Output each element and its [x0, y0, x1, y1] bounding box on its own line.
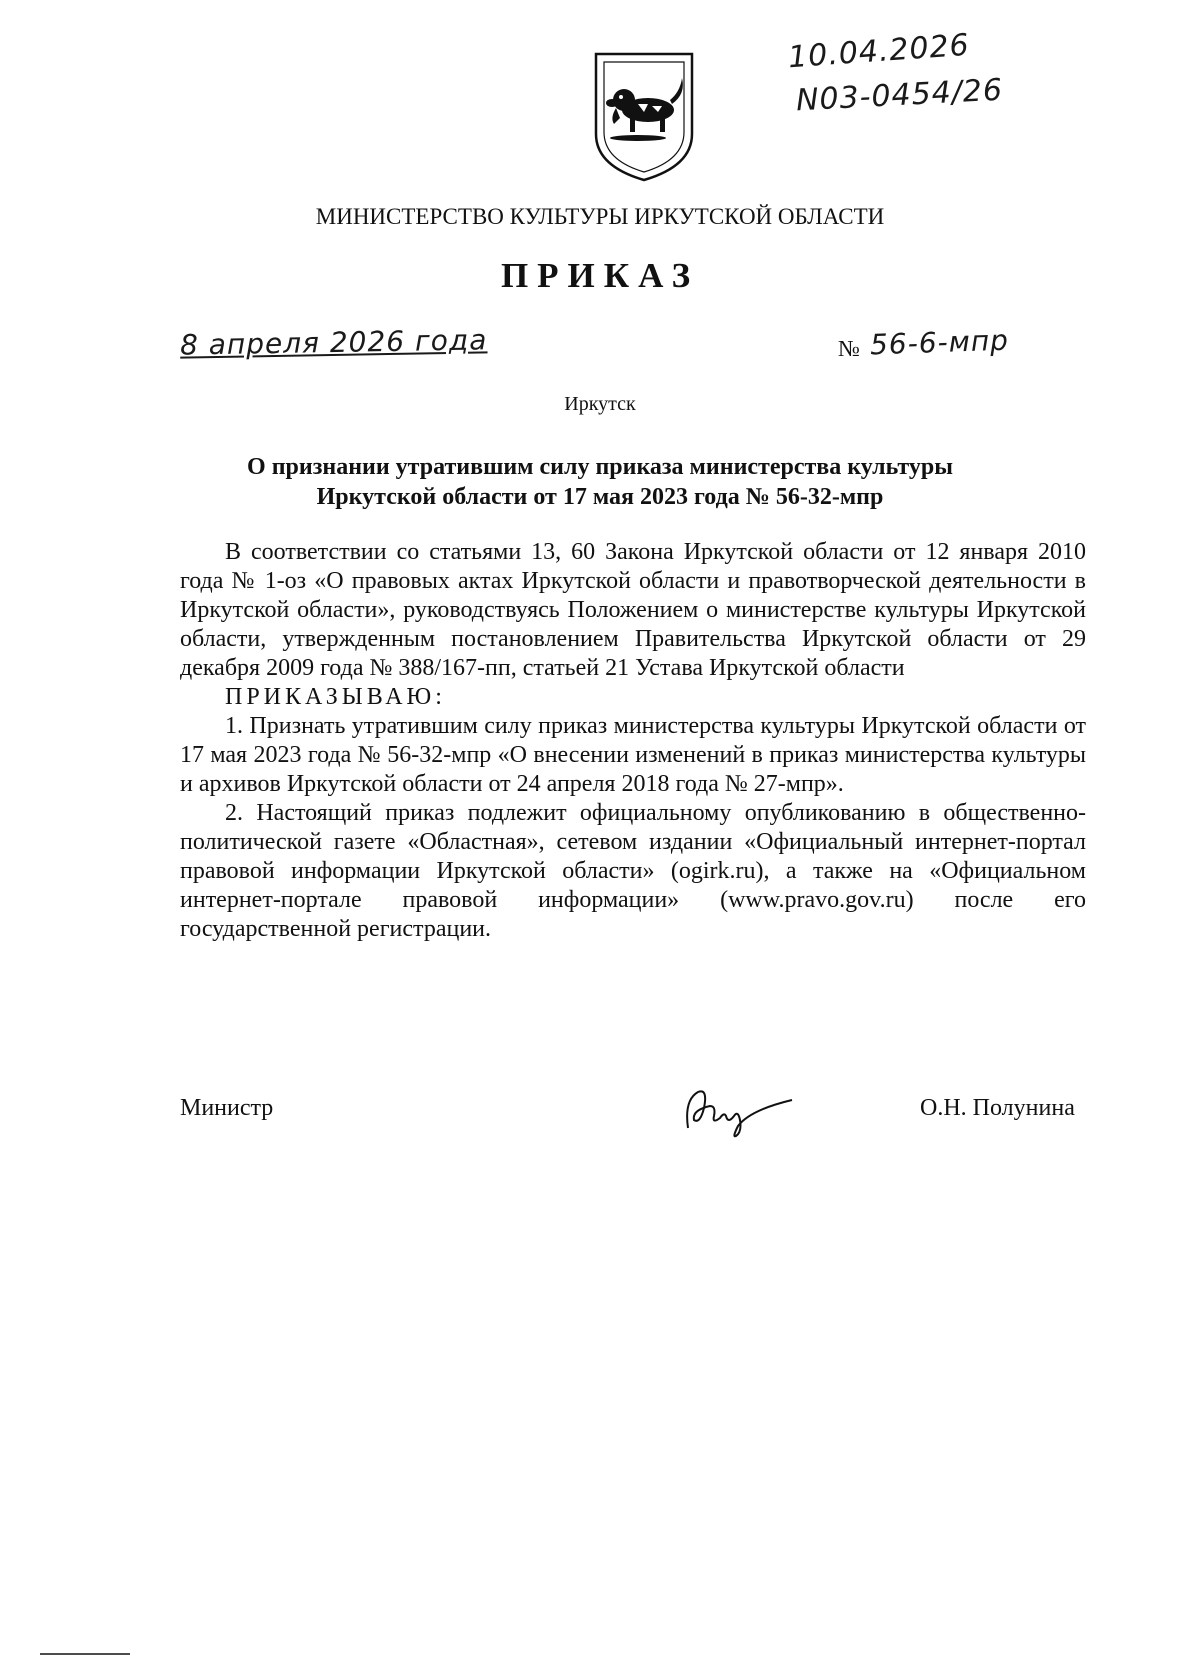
- ministry-name: МИНИСТЕРСТВО КУЛЬТУРЫ ИРКУТСКОЙ ОБЛАСТИ: [315, 204, 885, 229]
- order-directive: ПРИКАЗЫВАЮ:: [225, 684, 446, 710]
- signer-name: О.Н. Полунина: [920, 1095, 1075, 1121]
- order-subject: [230, 452, 970, 512]
- order-item-1: 1. Признать утратившим силу приказ министерства культуры Иркутской области от 17 мая 2023 года № 56-32-мпр «О внесении изменений в приказ министерства культуры и архивов Иркутской области от 24 апреля 2018 года № 27-мпр».: [180, 713, 1086, 797]
- handwritten-signature: [680, 1080, 800, 1140]
- document-type-title: ПРИКАЗ: [500, 256, 700, 295]
- order-body: [180, 538, 1086, 944]
- preamble-paragraph: В соответствии со статьями 13, 60 Закона Иркутской области от 12 января 2010 года № 1-оз «О правовых актах Иркутской области и правотворческой деятельности в Иркутской области», руководствуясь Положением о министерстве культуры Иркутской области, утвержденным постановлением Правительства Иркутской области от 29 декабря 2009 года № 388/167-пп, статьей 21 Устава Иркутской области: [180, 539, 1086, 681]
- registration-date-handwritten: 10.04.2026: [787, 27, 971, 76]
- signer-title: Министр: [180, 1095, 274, 1121]
- coat-of-arms-emblem: [590, 48, 698, 184]
- subject-line-2: Иркутской области от 17 мая 2023 года № 56-32-мпр: [316, 484, 884, 510]
- subject-line-1: О признании утратившим силу приказа министерства культуры: [247, 454, 953, 480]
- order-number-handwritten: 56-6-мпр: [869, 323, 1010, 362]
- registration-number-handwritten: N03-0454/26: [795, 72, 1004, 119]
- order-date-handwritten: 8 апреля 2026 года: [179, 323, 488, 362]
- city-name: Иркутск: [564, 393, 636, 415]
- order-item-2: 2. Настоящий приказ подлежит официальному опубликованию в общественно-политической газете «Областная», сетевом издании «Официальный интернет-портал правовой информации Иркутской области» (ogirk.ru), а также на «Официальном интернет-портале правовой информации» (www.pravo.gov.ru) после его государственной регистрации.: [180, 800, 1086, 942]
- order-number-label: №: [838, 336, 860, 361]
- scan-edge-mark: [40, 1652, 130, 1656]
